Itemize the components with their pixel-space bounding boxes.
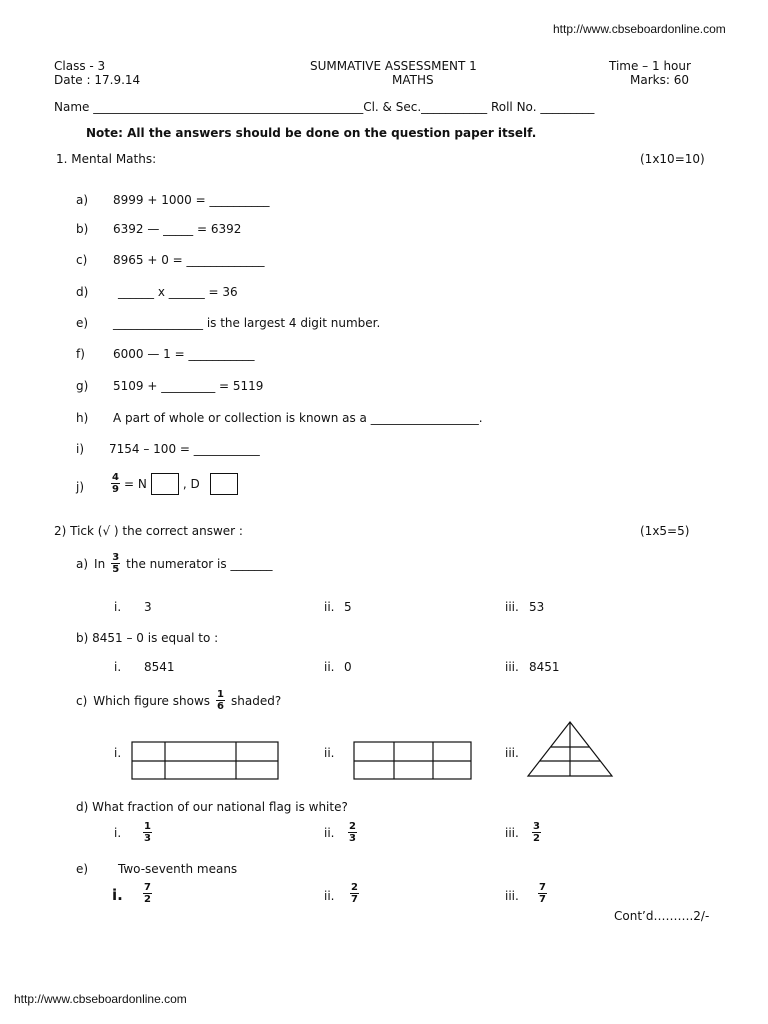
fraction [350, 882, 359, 905]
fraction-denominator: 5 [112, 564, 120, 575]
q1-item-label: g) [76, 379, 89, 393]
fraction-denominator: 9 [112, 484, 119, 495]
option-text[interactable]: 0 [344, 660, 352, 674]
option-fraction[interactable] [143, 821, 152, 844]
fraction [216, 689, 225, 712]
q1-item-label: a) [76, 193, 89, 207]
q2c-label: c) [76, 693, 88, 708]
continued-note: Cont’d……….2/- [614, 909, 710, 923]
q2-marks: (1x5=5) [640, 524, 690, 538]
q1-item-label: i) [76, 442, 85, 456]
fraction-numerator: 2 [349, 821, 356, 832]
fraction [143, 882, 152, 905]
q1-item-text: 6000 — 1 = ___________ [113, 347, 255, 361]
q1-item-label: h) [76, 411, 89, 425]
option-label: iii. [505, 600, 519, 614]
option-label: ii. [324, 660, 335, 674]
option-label: ii. [324, 746, 335, 760]
fraction-numerator: 7 [144, 882, 151, 893]
q2b-question: b) 8451 – 0 is equal to : [76, 631, 219, 645]
fraction-numerator: 4 [112, 472, 119, 483]
q2a-post: the numerator is _______ [126, 556, 273, 571]
option-fraction[interactable] [532, 821, 541, 844]
q2c-post: shaded? [231, 693, 282, 708]
student-info-line: Name _____________________________________________Cl. & Sec.___________ Roll No. _________ [54, 100, 595, 114]
fraction-denominator: 3 [349, 833, 356, 844]
option-text[interactable]: 5 [344, 600, 352, 614]
option-text[interactable]: 3 [144, 600, 152, 614]
q1-item-label: b) [76, 222, 89, 236]
date-label: Date : 17.9.14 [54, 73, 141, 87]
fraction-numerator: 3 [533, 821, 540, 832]
option-fraction[interactable] [538, 882, 547, 905]
denominator-answer-box[interactable] [210, 473, 238, 495]
q2e-question: Two-seventh means [118, 862, 238, 876]
option-fraction[interactable] [143, 882, 152, 905]
q1-item-text: 7154 – 100 = ___________ [109, 442, 260, 456]
option-label: iii. [505, 660, 519, 674]
option-fraction[interactable] [350, 882, 359, 905]
subject-label: MATHS [392, 73, 434, 87]
fraction-denominator: 2 [144, 894, 151, 905]
q1-item-label: j) [76, 480, 85, 494]
q1-marks: (1x10=10) [640, 152, 705, 166]
q2d-question: d) What fraction of our national flag is white? [76, 800, 348, 814]
q1-item-label: e) [76, 316, 89, 330]
option-label: i. [114, 746, 122, 760]
q1-item-text: 5109 + _________ = 5119 [113, 379, 264, 393]
sep-text: , D [182, 476, 200, 491]
option-label: i. [114, 826, 122, 840]
q1-item-text: 6392 — _____ = 6392 [113, 222, 242, 236]
instruction-note: Note: All the answers should be done on the question paper itself. [86, 126, 537, 140]
q1-item-text: A part of whole or collection is known as a __________________. [113, 411, 483, 425]
q2e-label: e) [76, 862, 89, 876]
marks-label: Marks: 60 [630, 73, 689, 87]
option-label: iii. [505, 889, 519, 903]
fraction-numerator: 2 [351, 882, 358, 893]
figure-triangle-divided[interactable] [526, 720, 614, 778]
exam-title: SUMMATIVE ASSESSMENT 1 [310, 59, 477, 73]
fraction-denominator: 6 [217, 701, 224, 712]
numerator-answer-box[interactable] [151, 473, 179, 495]
option-label: ii. [324, 600, 335, 614]
option-fraction[interactable] [348, 821, 357, 844]
q1-item-text: _______________ is the largest 4 digit number. [113, 316, 381, 330]
fraction [532, 821, 541, 844]
class-label: Class - 3 [54, 59, 106, 73]
q1-item-text: ______ x ______ = 36 [118, 285, 238, 299]
option-label: i. [114, 660, 122, 674]
fraction [111, 472, 120, 495]
fraction-denominator: 2 [533, 833, 540, 844]
fraction-denominator: 7 [539, 894, 546, 905]
fraction-numerator: 1 [144, 821, 151, 832]
fraction [348, 821, 357, 844]
q2c-question [76, 689, 281, 712]
q1-item-label: f) [76, 347, 85, 361]
q1-item-label: c) [76, 253, 88, 267]
eq-text: = N [123, 476, 147, 491]
q2a-question [76, 552, 272, 575]
option-label: iii. [505, 746, 519, 760]
source-url-bottom[interactable]: http://www.cbseboardonline.com [14, 992, 187, 1006]
fraction [143, 821, 152, 844]
option-label: i. [112, 886, 123, 904]
fraction-numerator: 1 [217, 689, 224, 700]
option-text[interactable]: 8451 [529, 660, 560, 674]
q1-title: 1. Mental Maths: [56, 152, 157, 166]
q2a-label: a) [76, 556, 89, 571]
fraction-denominator: 3 [144, 833, 151, 844]
fraction [111, 552, 120, 575]
time-label: Time – 1 hour [609, 59, 691, 73]
fraction-numerator: 7 [539, 882, 546, 893]
fraction [538, 882, 547, 905]
source-url-top[interactable]: http://www.cbseboardonline.com [553, 22, 726, 36]
q1-item-label: d) [76, 285, 89, 299]
q1-item-text: 8999 + 1000 = __________ [113, 193, 270, 207]
q1-item-text: 8965 + 0 = _____________ [113, 253, 265, 267]
option-label: iii. [505, 826, 519, 840]
figure-rect-divided-6[interactable] [131, 741, 279, 781]
fraction-nd-question [111, 472, 238, 495]
fraction-numerator: 3 [112, 552, 120, 563]
option-text[interactable]: 8541 [144, 660, 175, 674]
option-label: i. [114, 600, 122, 614]
option-text[interactable]: 53 [529, 600, 545, 614]
option-label: ii. [324, 826, 335, 840]
q2c-pre: Which figure shows [93, 693, 211, 708]
q2-title: 2) Tick (√ ) the correct answer : [54, 524, 243, 538]
fraction-denominator: 7 [351, 894, 358, 905]
option-label: ii. [324, 889, 335, 903]
q2a-pre: In [94, 556, 106, 571]
figure-grid-divided-6[interactable] [353, 741, 473, 781]
